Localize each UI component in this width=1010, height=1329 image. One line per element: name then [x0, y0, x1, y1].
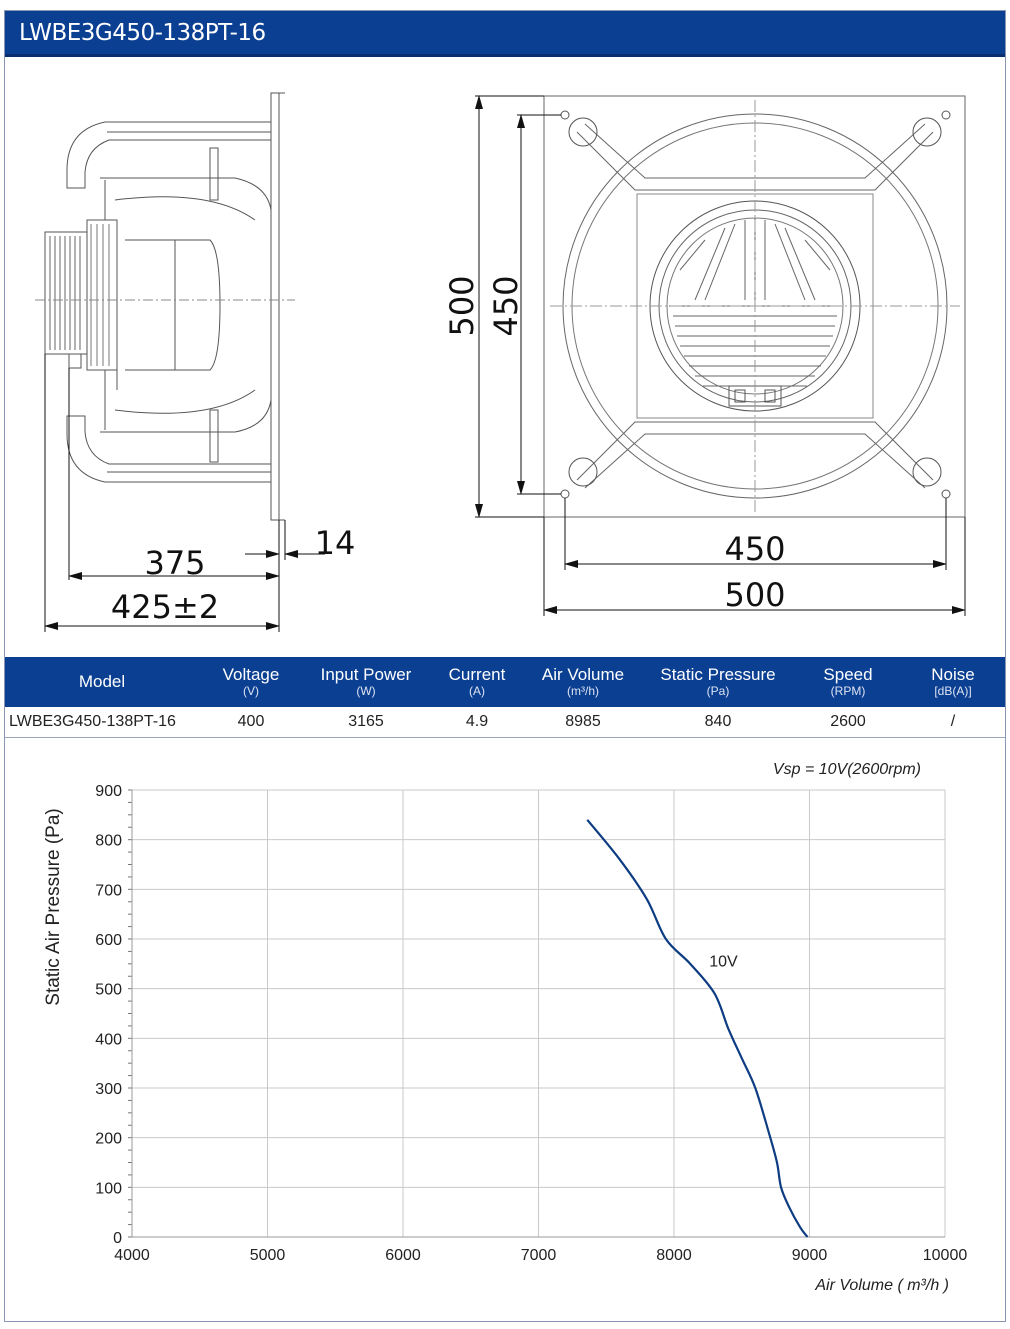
y-tick-label: 900 [95, 783, 122, 800]
series-label-10v: 10V [709, 953, 738, 971]
header-air-volume: Air Volume (m³/h) [525, 657, 641, 707]
header-static-pressure: Static Pressure (Pa) [641, 657, 795, 707]
x-tick-label: 9000 [791, 1247, 828, 1264]
x-axis-label: Air Volume ( m³/h ) [815, 1277, 949, 1294]
cell-air-volume: 8985 [525, 707, 641, 738]
y-axis-label: Static Air Pressure (Pa) [43, 808, 64, 1006]
page-title: LWBE3G450-138PT-16 [19, 20, 266, 46]
cell-current: 4.9 [429, 707, 525, 738]
x-tick-label: 5000 [249, 1247, 286, 1264]
x-tick-label: 4000 [114, 1247, 150, 1264]
y-tick-label: 0 [113, 1230, 122, 1247]
y-tick-label: 300 [95, 1081, 122, 1098]
cell-static-pressure: 840 [641, 707, 795, 738]
x-tick-label: 8000 [656, 1247, 692, 1264]
title-bar [5, 11, 1005, 57]
cell-voltage: 400 [199, 707, 303, 738]
series-line-10v [587, 820, 807, 1237]
side-view [35, 93, 295, 520]
header-speed: Speed (RPM) [795, 657, 901, 707]
y-tick-label: 400 [95, 1031, 122, 1049]
chart-title: Vsp = 10V(2600rpm) [772, 761, 921, 778]
technical-drawing [5, 60, 1005, 656]
x-tick-label: 7000 [520, 1247, 557, 1264]
cell-input-power: 3165 [303, 707, 429, 738]
y-tick-label: 500 [95, 981, 122, 999]
header-voltage: Voltage (V) [199, 657, 303, 707]
performance-chart [5, 742, 1005, 1320]
cell-model: LWBE3G450-138PT-16 [5, 707, 199, 738]
table-row [5, 707, 1005, 738]
cell-noise: / [901, 707, 1005, 738]
dim-14: 14 [314, 524, 356, 562]
x-tick-label: 6000 [385, 1247, 421, 1264]
dim-450-horizontal: 450 [724, 530, 786, 568]
cell-speed: 2600 [795, 707, 901, 738]
header-input-power: Input Power (W) [303, 657, 429, 707]
y-tick-label: 700 [95, 882, 122, 900]
y-tick-label: 200 [95, 1130, 122, 1148]
table-header-row [5, 657, 1005, 707]
front-view [544, 96, 965, 517]
y-tick-label: 800 [95, 832, 122, 850]
header-model: Model [5, 657, 199, 707]
dim-500-horizontal: 500 [724, 576, 786, 614]
y-tick-label: 600 [95, 932, 122, 949]
dim-450-vertical: 450 [487, 275, 525, 337]
header-noise: Noise [dB(A)] [901, 657, 1005, 707]
header-current: Current (A) [429, 657, 525, 707]
dim-375: 375 [144, 544, 206, 582]
dim-500-vertical: 500 [443, 275, 481, 337]
x-tick-label: 10000 [922, 1247, 968, 1264]
spec-table [5, 657, 1005, 738]
dim-425: 425±2 [110, 588, 220, 626]
y-tick-label: 100 [95, 1180, 122, 1198]
